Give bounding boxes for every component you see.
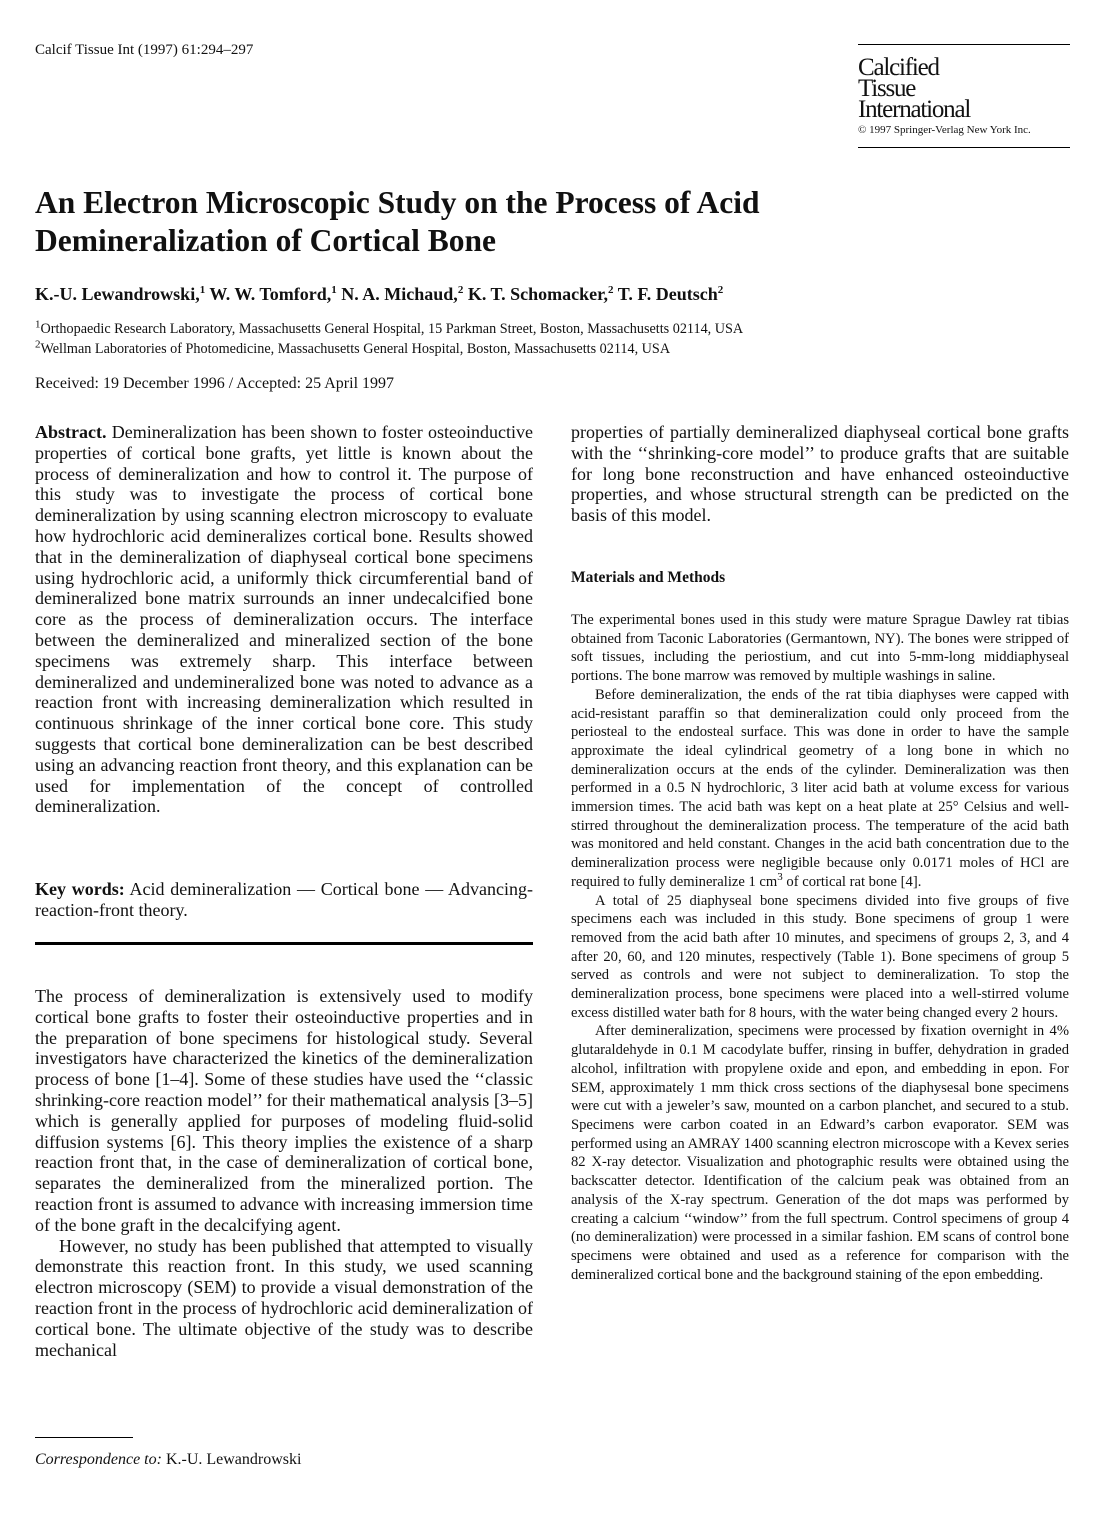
affiliations — [35, 319, 743, 359]
abstract-text: Demineralization has been shown to foster osteoinductive properties of cortical bone grafts, yet little is known about the process of demineralization and how to control it. The purpose of this study was to investigate the process of cortical bone demineralization by using scanning electron microscopy to evaluate how hydrochloric acid demineralizes cortical bone. Results showed that in the demineralization of diaphyseal cortical bone specimens using hydrochloric acid, a uniformly thick circumferential band of demineralized bone matrix surrounds an inner undecalcified bone core as the process of demineralization occurs. The interface between the demineralized and mineralized section of the bone specimens was extremely sharp. This interface between demineralized and undemineralized bone was noted to advance as a reaction front with increasing demineralization which resulted in continuous shrinkage of the inner cortical bone core. This study suggests that cortical bone demineralization can be best described using an advancing reaction front theory, and this explanation can be used for implementation of the concept of controlled demineralization. — [35, 422, 533, 817]
section-divider — [35, 942, 533, 945]
journal-logo — [858, 44, 1070, 148]
logo-line-3: International — [858, 96, 971, 123]
title-line-2: Demineralization of Cortical Bone — [35, 223, 497, 258]
received-date: Received: 19 December 1996 / Accepted: 25 April 1997 — [35, 375, 395, 392]
author: K.-U. Lewandrowski,$^1$ — [35, 284, 206, 304]
affiliation-1: $^1$Orthopaedic Research Laboratory, Massachusetts General Hospital, 15 Parkman Street, Boston, Massachusetts 02114, USA — [35, 318, 744, 337]
footnote-label: Correspondence to: — [35, 1451, 162, 1468]
intro-paragraph-1: The process of demineralization is extensively used to modify cortical bone grafts to foster their osteoinductive properties and in the preparation of bone specimens for histological study. Several investigators have characterized the kinetics of the demineralization process of bone [1–4]. Some of these studies have used the ‘‘classic shrinking-core reaction model’’ for their mathematical analysis [3–5] which is generally applied for purposes of modeling fluid-solid diffusion systems [6]. This theory implies the existence of a sharp reaction front that, in the case of demineralization of cortical bone, separates the demineralized from the mineralized portion. The reaction front is assumed to advance with increasing immersion time of the bone graft in the decalcifying agent. — [35, 986, 533, 1235]
abstract-label: Abstract. — [35, 422, 107, 442]
abstract — [35, 422, 533, 817]
methods-body — [571, 611, 1069, 1284]
author: T. F. Deutsch$^2$ — [617, 284, 724, 304]
author: W. W. Tomford,$^1$ — [209, 284, 337, 304]
keywords — [35, 879, 533, 921]
methods-paragraph-3: A total of 25 diaphyseal bone specimens divided into five groups of five specimens each was included in this study. Bone specimens of group 1 were removed from the acid bath after 10 minutes, and specimens of groups 2, 3, and 4 after 20, 60, and 120 minutes, respectively (Table 1). Bone specimens of group 5 served as controls and were not subject to demineralization. To stop the demineralization process, bone specimens were placed into a well-stirred volume excess distilled water bath for 8 hours, with the water being changed every 2 hours. — [571, 892, 1069, 1021]
section-heading-methods: Materials and Methods — [571, 569, 726, 586]
logo-line-2: Tissue — [858, 75, 916, 102]
author: N. A. Michaud,$^2$ — [341, 284, 464, 304]
introduction — [35, 986, 533, 1360]
methods-paragraph-4: After demineralization, specimens were processed by fixation overnight in 4% glutaraldehyde in 0.1 M cacodylate buffer, rinsing in buffer, dehydration in graded alcohol, infiltration with propylene oxide and epon, and embedding in epon. For SEM, approximately 1 mm thick cross sections of the diaphysesal bone specimens were cut with a jeweler’s saw, mounted on a carbon planchet, and secured to a stub. Specimens were carbon coated in an Edward’s carbon evaporator. SEM was performed using an AMRAY 1400 scanning electron microscope with a Kevex series 82 X-ray detector. Visualization and photographic results were obtained using the backscatter detector. Identification of the calcium peak was obtained from an analysis of the X-ray spectrum. Generation of the dot maps was performed by creating a calcium ‘‘window’’ from the full spectrum. Control specimens of group 4 (no demineralization) were processed in a similar fashion. EM scans of control bone specimens were obtained and used as a reference for comparison with the demineralized cortical bone and the background staining of the epon embedding. — [571, 1023, 1069, 1283]
methods-paragraph-1: The experimental bones used in this study were mature Sprague Dawley rat tibias obtained from Taconic Laboratories (Germantown, NY). The bones were stripped of soft tissues, including the periostium, and cut into 5-mm-long middiaphyseal portions. The bone marrow was removed by multiple washings in saline. — [571, 612, 1069, 685]
author-list — [35, 284, 723, 305]
intro-continued — [571, 422, 1069, 526]
methods-paragraph-2: Before demineralization, the ends of the rat tibia diaphyses were capped with acid-resistant paraffin so that demineralization could only proceed from the periosteal to the endosteal surface. This was done in order to have the sample approximate the ideal cylindrical geometry of a long bone in which no demineralization occurs at the ends of the cylinder. Demineralization was then performed in a 0.5 N hydrochloric, 3 liter acid bath at volume excess for various immersion times. The acid bath was kept on a heat plate at 25° Celsius and well-stirred throughout the demineralization process. The temperature of the acid bath was monitored and held constant. Changes in the acid bath concentration due to the demineralization process were negligible because only 0.0171 moles of HCl are required to fully demineralize 1 $cm^3$ of cortical rat bone [4]. — [571, 686, 1069, 890]
intro-paragraph-continued: properties of partially demineralized diaphyseal cortical bone grafts with the ‘‘shrinking-core model’’ to produce grafts that are suitable for long bone reconstruction and have enhanced osteoinductive properties, and whose structural strength can be predicted on the basis of this model. — [571, 422, 1069, 526]
author: K. T. Schomacker,$^2$ — [467, 284, 614, 304]
intro-paragraph-2: However, no study has been published that attempted to visually demonstrate this reaction front. In this study, we used scanning electron microscopy (SEM) to provide a visual demonstration of the reaction front in the process of hydrochloric acid demineralization of cortical bone. The ultimate objective of the study was to describe mechanical — [35, 1235, 533, 1360]
keywords-label: Key words: — [35, 879, 125, 899]
title-line-1: An Electron Microscopic Study on the Process of Acid — [35, 185, 760, 220]
footnote-divider — [35, 1437, 133, 1438]
footnote-name: K.-U. Lewandrowski — [165, 1451, 302, 1468]
affiliation-2: $^2$Wellman Laboratories of Photomedicine, Massachusetts General Hospital, Boston, Massachusetts 02114, USA — [35, 338, 671, 357]
article-title — [35, 184, 935, 260]
footnote — [35, 1451, 301, 1469]
copyright-notice: © 1997 Springer-Verlag New York Inc. — [858, 124, 1031, 136]
keywords-text: Acid demineralization — Cortical bone — Advancing-reaction-front theory. — [35, 879, 533, 920]
logo-line-1: Calcified — [858, 54, 939, 81]
journal-reference: Calcif Tissue Int (1997) 61:294–297 — [35, 42, 254, 58]
